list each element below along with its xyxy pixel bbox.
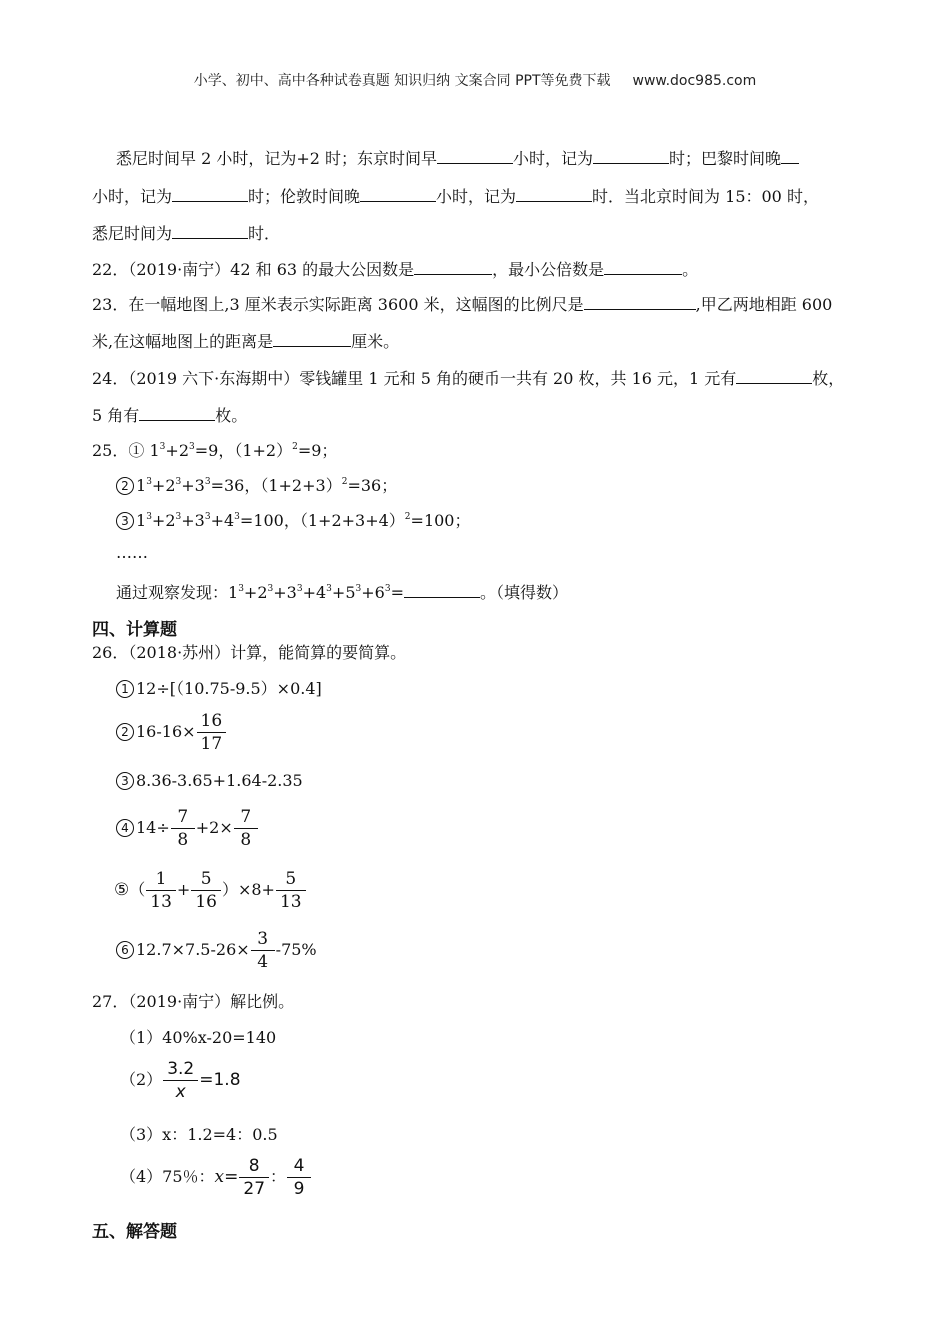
page-header — [0, 70, 950, 90]
fraction: $\frac{3.2}{x}$ — [165, 1058, 196, 1103]
q21-line1: 悉尼时间早 2 小时，记为+2 时；东京时间早 小时，记为 时；巴黎时间晚 — [116, 146, 799, 169]
question-23-line2: 米,在这幅地图上的距离是 厘米。 — [92, 332, 400, 351]
question-25-row2: 2 $1^3+2^3+3^3=36$，$(1+2+3)^2=36$； — [116, 473, 397, 496]
fraction: $\frac{1}{13}$ — [148, 868, 174, 913]
answer-blank[interactable] — [604, 259, 682, 275]
question-26-title: 26．（2018·苏州）计算，能简算的要简算。 — [92, 643, 407, 662]
q26-expr-5: ⑤（ $\frac{1}{13}$ + $\frac{5}{16}$ ）×8+ $\frac{5}{13}$ — [114, 868, 307, 913]
q26-expr-3: 3 8.36-3.65+1.64-2.35 — [116, 771, 303, 790]
circled-number: 3 — [116, 512, 134, 530]
fraction: $\frac{8}{27}$ — [241, 1155, 267, 1200]
question-25-observe: 通过观察发现：$1^3+2^3+3^3+4^3+5^3+6^3=$ 。（填得数） — [116, 583, 568, 602]
answer-blank[interactable] — [437, 148, 513, 164]
circled-number: 4 — [116, 819, 134, 837]
answer-blank[interactable] — [172, 186, 248, 202]
circled-number: 6 — [116, 941, 134, 959]
question-24-line1: 24．（2019 六下·东海期中）零钱罐里 1 元和 5 角的硬币一共有 20 枚，共 16 元，1 元有 枚， — [92, 369, 845, 388]
q27-part-2: （2） $\frac{3.2}{x}$ =1.8 — [120, 1059, 241, 1102]
q26-expr-2: 2 16-16× $\frac{16}{17}$ — [116, 710, 227, 755]
answer-blank[interactable] — [172, 223, 248, 239]
answer-blank[interactable] — [736, 368, 812, 384]
section-title-4: 四、计算题 — [92, 620, 177, 640]
fraction: $\frac{16}{17}$ — [199, 710, 225, 755]
q27-part-3: （3）x：1.2=4：0.5 — [120, 1125, 278, 1144]
circled-number: 3 — [116, 772, 134, 790]
section-title-5: 五、解答题 — [92, 1222, 177, 1242]
header-text: 小学、初中、高中各种试卷真题 知识归纳 文案合同 PPT等免费下载 — [193, 73, 611, 89]
answer-blank[interactable] — [273, 331, 351, 347]
question-24-line2: 5 角有 枚。 — [92, 406, 248, 425]
answer-blank[interactable] — [593, 148, 669, 164]
answer-blank[interactable] — [139, 405, 215, 421]
q26-expr-6: 6 12.7×7.5-26× $\frac{3}{4}$ -75% — [116, 928, 317, 973]
fraction: $\frac{3}{4}$ — [253, 928, 273, 973]
header-url: www.doc985.com — [632, 73, 757, 89]
answer-blank[interactable] — [781, 148, 799, 164]
circled-number: 2 — [116, 477, 134, 495]
fraction: $\frac{4}{9}$ — [289, 1155, 309, 1200]
fraction: $\frac{7}{8}$ — [236, 806, 256, 851]
question-25-row3: 3 $1^3+2^3+3^3+4^3=100$，$(1+2+3+4)^2=100$； — [116, 508, 470, 531]
answer-blank[interactable] — [414, 259, 492, 275]
circled-number: 2 — [116, 723, 134, 741]
answer-blank[interactable] — [360, 186, 436, 202]
answer-blank[interactable] — [404, 582, 480, 598]
question-25-row1: 25．① $1^3+2^3=9$，$(1+2)^2=9$； — [92, 441, 338, 460]
q27-part-1: （1）40%x-20=140 — [120, 1028, 277, 1047]
fraction: $\frac{5}{16}$ — [193, 868, 219, 913]
question-27-title: 27．（2019·南宁）解比例。 — [92, 992, 295, 1011]
q21-line3: 悉尼时间为 时． — [92, 224, 281, 243]
q27-part-4: （4）75％：x= $\frac{8}{27}$ ： $\frac{4}{9}$ — [120, 1155, 312, 1200]
answer-blank[interactable] — [516, 186, 592, 202]
fraction: $\frac{5}{13}$ — [278, 868, 304, 913]
question-23-line1: 23．在一幅地图上,3 厘米表示实际距离 3600 米，这幅图的比例尺是 ,甲乙两地相距 600 — [92, 295, 833, 314]
q21-line2: 小时，记为 时；伦敦时间晚 小时，记为 时．当北京时间为 15：00 时， — [92, 187, 819, 206]
fraction: $\frac{7}{8}$ — [173, 806, 193, 851]
answer-blank[interactable] — [584, 294, 696, 310]
q26-expr-4: 4 14÷ $\frac{7}{8}$ +2× $\frac{7}{8}$ — [116, 806, 259, 851]
question-22: 22．（2019·南宁）42 和 63 的最大公因数是 ，最小公倍数是 。 — [92, 260, 699, 279]
question-25-dots: …… — [116, 543, 148, 562]
q26-expr-1: 1 12÷[（10.75-9.5）×0.4] — [116, 676, 322, 699]
circled-number: 1 — [116, 680, 134, 698]
